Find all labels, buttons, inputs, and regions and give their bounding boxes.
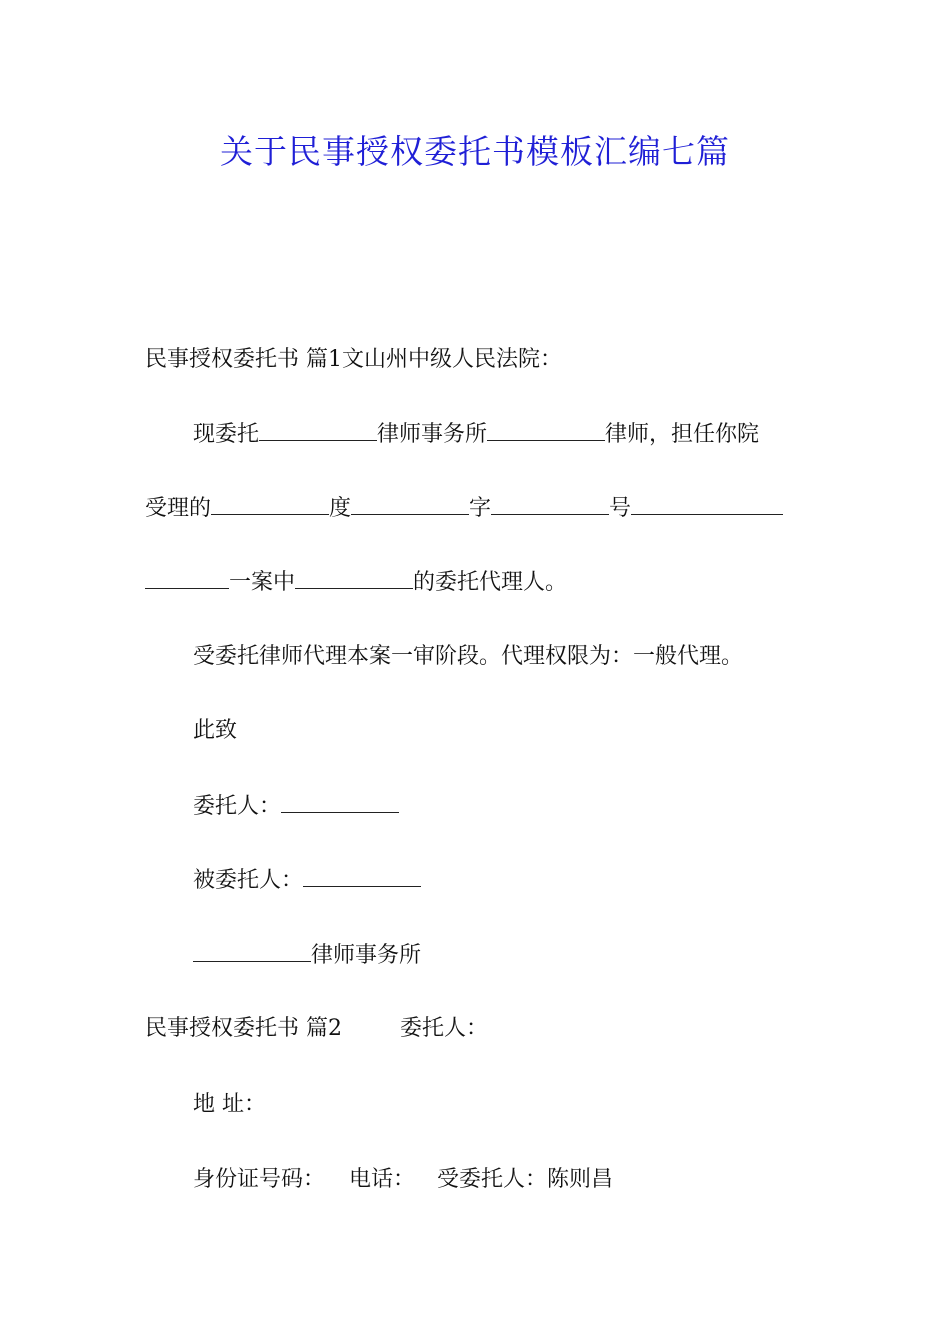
blank-line: [491, 492, 609, 515]
blank-line: [259, 418, 377, 441]
blank-line: [281, 790, 399, 813]
para1-text-b: 律师事务所: [377, 422, 488, 447]
section1-para2: [145, 492, 783, 525]
section2-heading-line: [145, 1013, 488, 1045]
para2-text-c: 字: [469, 496, 492, 521]
document-title: 关于民事授权委托书模板汇编七篇: [220, 132, 730, 171]
para3-text-a: 一案中: [229, 570, 296, 595]
address-line: 地 址：: [193, 1092, 266, 1117]
blank-line: [351, 492, 469, 515]
section2-principal-label: 委托人：: [400, 1016, 489, 1041]
blank-line: [211, 492, 329, 515]
agent-line: [193, 864, 421, 897]
principal-line: [193, 790, 399, 823]
para3-text-b: 的委托代理人。: [413, 570, 568, 595]
agent-label: 被委托人：: [193, 868, 304, 893]
section2-agent-label: 受委托人：陈则昌: [437, 1167, 614, 1192]
para2-text-d: 号: [609, 496, 632, 521]
para1-text-a: 现委托: [193, 422, 260, 447]
para1-text-c: 律师，担任你院: [605, 422, 760, 447]
blank-line: [303, 864, 421, 887]
para2-text-b: 度: [329, 496, 352, 521]
salutation: 此致: [193, 718, 238, 743]
id-phone-agent-line: [193, 1164, 613, 1196]
firm-label: 律师事务所: [311, 943, 422, 968]
phone-label: 电话：: [349, 1167, 416, 1192]
blank-line: [487, 418, 605, 441]
blank-line: [631, 492, 783, 515]
section1-para4: 受委托律师代理本案一审阶段。代理权限为：一般代理。: [193, 644, 744, 669]
para2-text-a: 受理的: [145, 496, 212, 521]
id-label: 身份证号码：: [193, 1167, 326, 1192]
section1-heading: 民事授权委托书 篇1文山州中级人民法院：: [145, 347, 562, 372]
section1-para3: [145, 566, 567, 599]
firm-line: [193, 939, 421, 972]
section2-heading: 民事授权委托书 篇2: [145, 1016, 342, 1041]
blank-line: [295, 566, 413, 589]
principal-label: 委托人：: [193, 794, 282, 819]
section1-para1: [193, 418, 759, 451]
blank-line: [145, 566, 229, 589]
blank-line: [193, 939, 311, 962]
